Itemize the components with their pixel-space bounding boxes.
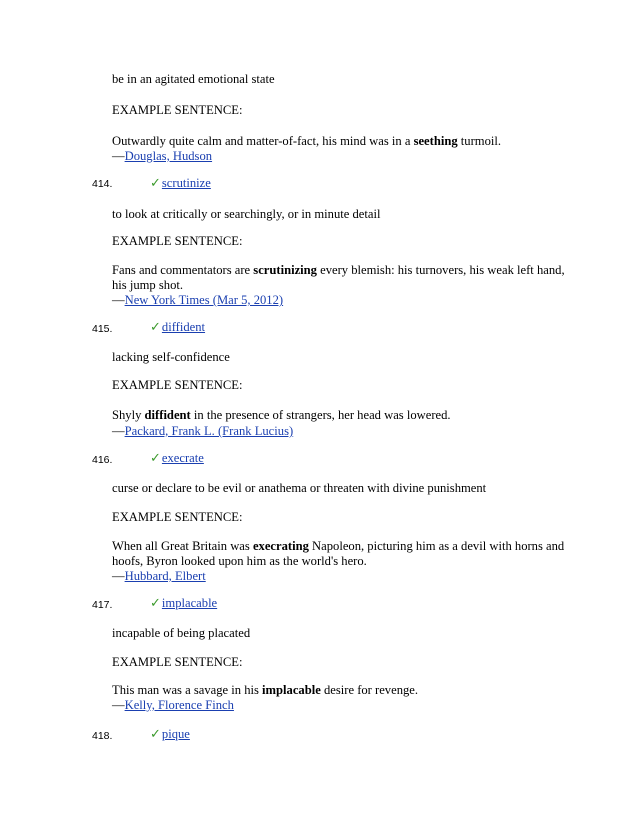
source-line: —New York Times (Mar 5, 2012) xyxy=(112,293,284,307)
word-link[interactable]: diffident xyxy=(161,320,206,334)
entry-headword xyxy=(150,320,205,335)
entry-number: 414. xyxy=(92,178,113,190)
entry-headword xyxy=(150,176,211,191)
entry-headword xyxy=(150,596,217,611)
definition: curse or declare to be evil or anathema or threaten with divine punishment xyxy=(112,481,487,495)
source-link[interactable]: Hubbard, Elbert xyxy=(124,569,206,583)
source-link[interactable]: New York Times (Mar 5, 2012) xyxy=(124,293,284,307)
source-line: —Douglas, Hudson xyxy=(112,149,213,163)
source-line: —Packard, Frank L. (Frank Lucius) xyxy=(112,424,294,438)
example-sentence: Fans and commentators are scrutinizing every blemish: his turnovers, his weak left hand, his jump shot. xyxy=(112,263,565,292)
entry-number: 417. xyxy=(92,599,113,611)
source-link[interactable]: Douglas, Hudson xyxy=(124,149,213,163)
definition: to look at critically or searchingly, or in minute detail xyxy=(112,207,381,221)
check-icon: ✓ xyxy=(150,176,161,191)
highlighted-word: diffident xyxy=(144,408,191,422)
example-sentence: When all Great Britain was execrating Napoleon, picturing him as a devil with horns and hoofs, Byron looked upon him as the world's hero. xyxy=(112,539,565,568)
example-sentence: Shyly diffident in the presence of strangers, her head was lowered. xyxy=(112,408,451,422)
example-label: EXAMPLE SENTENCE: xyxy=(112,234,243,248)
example-sentence: Outwardly quite calm and matter-of-fact, his mind was in a seething turmoil. xyxy=(112,134,502,148)
entry-number: 416. xyxy=(92,454,113,466)
word-link[interactable]: execrate xyxy=(161,451,204,465)
word-link[interactable]: scrutinize xyxy=(161,176,211,190)
entry-headword xyxy=(150,727,190,742)
word-link[interactable]: implacable xyxy=(161,596,218,610)
entry-headword xyxy=(150,451,204,466)
check-icon: ✓ xyxy=(150,451,161,466)
highlighted-word: implacable xyxy=(262,683,321,697)
check-icon: ✓ xyxy=(150,320,161,335)
highlighted-word: execrating xyxy=(252,539,309,553)
source-line: —Kelly, Florence Finch xyxy=(112,698,234,712)
definition: be in an agitated emotional state xyxy=(112,72,275,86)
check-icon: ✓ xyxy=(150,596,161,611)
example-label: EXAMPLE SENTENCE: xyxy=(112,510,243,524)
entry-number: 418. xyxy=(92,730,113,742)
definition: incapable of being placated xyxy=(112,626,251,640)
definition: lacking self-confidence xyxy=(112,350,230,364)
word-link[interactable]: pique xyxy=(161,727,190,741)
source-line: —Hubbard, Elbert xyxy=(112,569,206,583)
source-link[interactable]: Kelly, Florence Finch xyxy=(124,698,234,712)
example-label: EXAMPLE SENTENCE: xyxy=(112,103,243,117)
example-label: EXAMPLE SENTENCE: xyxy=(112,655,243,669)
highlighted-word: scrutinizing xyxy=(253,263,317,277)
example-sentence: This man was a savage in his implacable desire for revenge. xyxy=(112,683,419,697)
example-label: EXAMPLE SENTENCE: xyxy=(112,378,243,392)
source-link[interactable]: Packard, Frank L. (Frank Lucius) xyxy=(124,424,294,438)
check-icon: ✓ xyxy=(150,727,161,742)
entry-number: 415. xyxy=(92,323,113,335)
highlighted-word: seething xyxy=(413,134,458,148)
